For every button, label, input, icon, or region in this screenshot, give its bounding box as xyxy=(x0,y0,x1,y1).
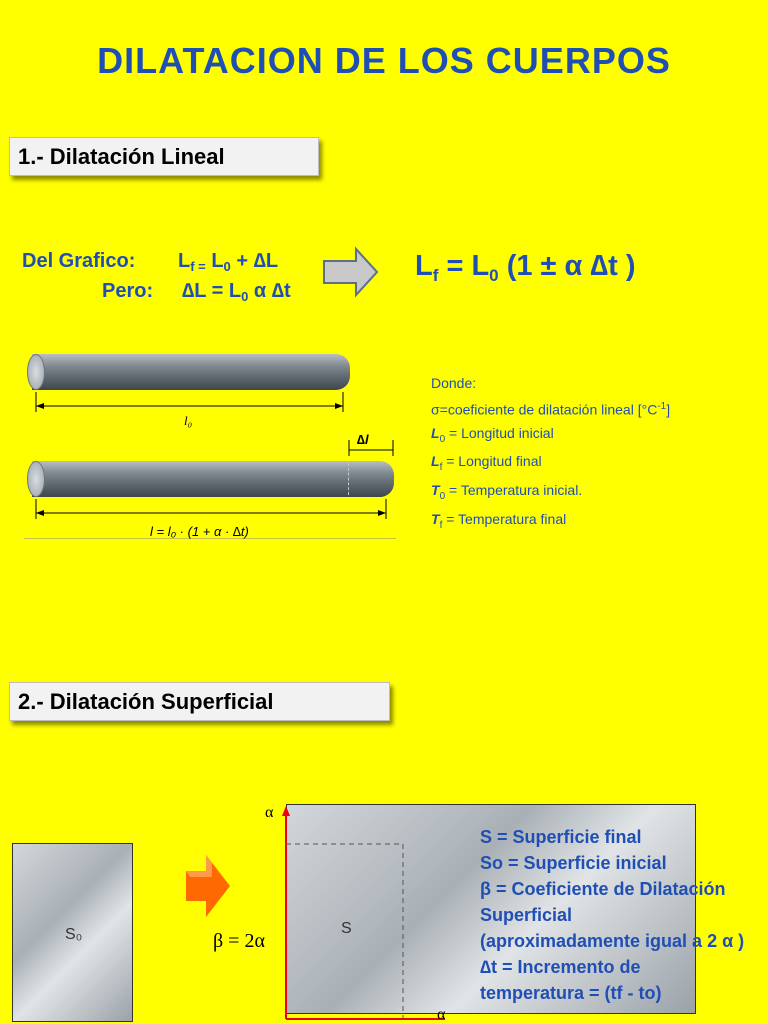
alpha-definition-exp: -1 xyxy=(657,401,667,412)
equation-1 xyxy=(178,250,278,274)
def-s: S = Superficie final xyxy=(480,827,642,847)
def-l0-text: = Longitud inicial xyxy=(449,424,554,441)
linear-dilation-diagram xyxy=(24,346,396,546)
eq1-rhs: L xyxy=(211,250,224,272)
l0-dimension xyxy=(24,392,364,432)
def-l0-sym: L xyxy=(431,424,440,441)
def-tf-sub: f xyxy=(439,519,443,531)
def-dt-cont: temperatura = (tf - to) xyxy=(480,983,662,1003)
l-formula: l = l₀ · (1 + α · ∆t) xyxy=(150,524,249,539)
page-title: DILATACION DE LOS CUERPOS xyxy=(97,40,671,81)
delta-l-dimension xyxy=(339,432,399,456)
def-t0-sub: 0 xyxy=(439,491,446,503)
def-tf xyxy=(431,508,761,537)
l0-label: l₀ xyxy=(184,413,193,428)
alpha-right-label: α xyxy=(437,1006,446,1023)
alpha-definition-text: σ=coeficiente de dilatación lineal [°C xyxy=(431,401,658,418)
rod-initial xyxy=(32,354,350,390)
alpha-top-label: α xyxy=(265,804,274,821)
alpha-definition-close: ] xyxy=(666,401,671,418)
s-label: S xyxy=(341,920,352,937)
def-beta-cont: Superficial xyxy=(480,905,573,925)
eq2-a: ∆L = L xyxy=(182,280,242,302)
section1-heading: 1.- Dilatación Lineal xyxy=(9,137,319,176)
eq1-rhs-end: + ∆L xyxy=(236,250,279,272)
def-lf xyxy=(431,450,761,479)
delta-l-label: ∆l xyxy=(357,432,369,447)
equation-2 xyxy=(182,280,291,304)
eq1-lhs-sub: f = xyxy=(190,259,206,274)
result-formula xyxy=(415,250,636,286)
def-tf-text: = Temperatura final xyxy=(446,511,567,528)
def-beta: β = Coeficiente de Dilatación xyxy=(480,879,726,899)
def-lf-sym: L xyxy=(431,453,440,470)
def-l0 xyxy=(431,422,761,451)
def-t0-text: = Temperatura inicial. xyxy=(449,482,583,499)
result-c: (1 ± α ∆t ) xyxy=(506,250,636,282)
orange-arrow-icon xyxy=(186,855,230,917)
definitions xyxy=(431,372,761,537)
alpha-definition xyxy=(431,395,761,422)
eq2-b: α ∆t xyxy=(253,280,291,302)
result-b: = L xyxy=(446,250,490,282)
donde-title: Donde: xyxy=(431,375,477,391)
rod-final-end xyxy=(27,461,45,497)
eq2-a-sub: 0 xyxy=(241,289,249,304)
def-lf-text: = Longitud final xyxy=(446,453,542,470)
initial-surface-plate xyxy=(12,843,133,1022)
def-t0-sym: T xyxy=(431,482,440,499)
def-dt: ∆t = Incremento de xyxy=(480,957,641,977)
result-b-sub: 0 xyxy=(489,266,499,285)
del-grafico-label: Del Grafico: xyxy=(22,250,136,272)
result-a: L xyxy=(415,250,433,282)
result-a-sub: f xyxy=(432,266,439,285)
beta-equation: β = 2α xyxy=(213,930,265,952)
def-t0 xyxy=(431,479,761,508)
rod-final xyxy=(32,461,394,497)
surface-definitions xyxy=(480,824,765,1006)
def-so: So = Superficie inicial xyxy=(480,853,667,873)
section2-heading: 2.- Dilatación Superficial xyxy=(9,682,390,721)
def-l0-sub: 0 xyxy=(439,433,446,445)
def-tf-sym: T xyxy=(431,511,440,528)
def-approx: (aproximadamente igual a 2 α ) xyxy=(480,931,745,951)
rod-initial-end xyxy=(27,354,45,390)
def-lf-sub: f xyxy=(439,462,443,474)
pero-label: Pero: xyxy=(102,280,154,302)
s0-label: S₀ xyxy=(65,926,83,943)
rod-original-length-mark xyxy=(348,463,349,495)
eq1-rhs-sub: 0 xyxy=(223,259,231,274)
right-arrow-icon xyxy=(322,246,380,298)
eq1-lhs: L xyxy=(178,250,191,272)
